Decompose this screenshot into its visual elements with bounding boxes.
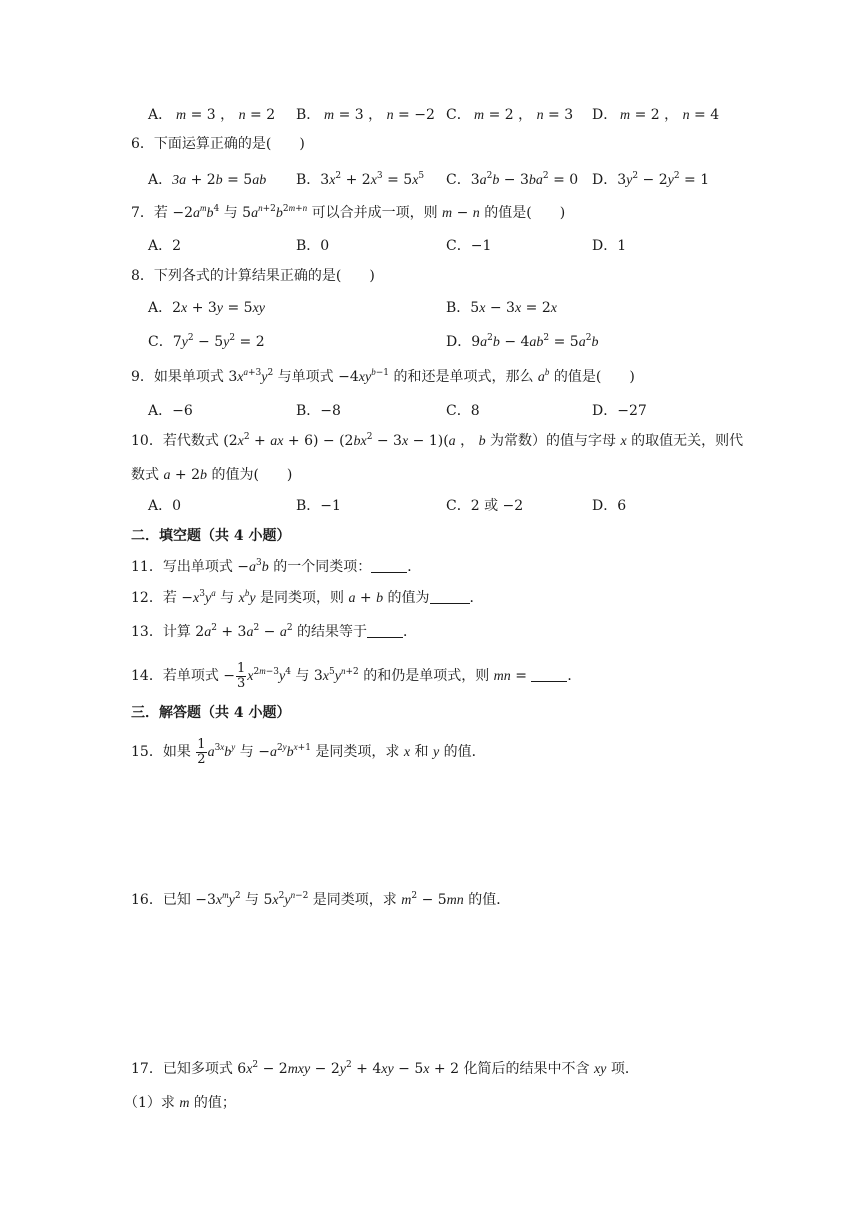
q10-stem-line1: 10．若代数式 ($2x^2$ + ax + $6) - (2bx^2 - 3x - 1)(a$ ， b 为常数）的值与字母 x 的取值无关，则代 [131, 432, 744, 449]
q14-fraction: $\frac{1}{3}$ [237, 660, 246, 691]
q5-option-a-text: m = 3 ， n = 2 [176, 107, 276, 123]
q9-option-c: C．8 [446, 403, 480, 419]
q15-stem: 15．如果 $\frac{1}{2}$ $a^{3x}b^y$ 与 $-a^{2y}b^{x+1}$ 是同类项，求 x 和 y 的值． [131, 736, 486, 767]
q12-stem: 12．若 $-x^3y^a$ 与 $x^by$ 是同类项，则 a + b 的值为 ． [131, 588, 484, 606]
q8-option-d: D．$9a^2b - 4ab^2 = 5a^2b$ [446, 333, 599, 350]
q6-option-b: B．$3x^2 + 2x^3 = 5x^5$ [296, 171, 425, 188]
q8-option-c: C．$7y^2 - 5y^2 = 2$ [148, 333, 265, 350]
q17-number: 17． [131, 1061, 163, 1077]
q6-option-d: D．$3y^2 - 2y^2 = 1$ [592, 171, 710, 188]
q6-option-a: A．3a + 2b = 5ab [148, 172, 267, 188]
q11-answer-blank[interactable] [371, 558, 407, 573]
q6-option-c: C．$3a^2b - 3ba^2 = 0$ [446, 171, 579, 188]
q8-stem: 8．下列各式的计算结果正确的是( ) [131, 268, 375, 284]
q5-option-d-text: m = 2 ， n = 4 [620, 107, 720, 123]
q14-number: 14． [131, 668, 163, 684]
q13-stem: 13．计算 $2a^2 + 3a^2 - a^2$ 的结果等于 ． [131, 623, 418, 640]
q16-number: 16． [131, 892, 163, 908]
q6-number: 6． [131, 136, 154, 152]
q5-option-b: B． [296, 107, 321, 123]
q10-number: 10． [131, 433, 163, 449]
q13-answer-blank[interactable] [367, 623, 403, 638]
q10-option-a: A．0 [148, 498, 182, 514]
q12-number: 12． [131, 590, 163, 606]
q9-number: 9． [131, 369, 154, 385]
q12-answer-blank[interactable] [430, 589, 470, 604]
q5-option-a: A． [148, 107, 173, 123]
q16-stem: 16．已知 $-3x^my^2$ 与 $5x^2y^{n-2}$ 是同类项，求 $m^2 - 5mn$ 的值． [131, 890, 511, 908]
q7-stem: 7．若 $-2a^mb^4$ 与 $5a^{n+2}b^{2m+n}$ 可以合并成一项，则 m − n 的值是( ) [131, 203, 566, 221]
q10-stem-line2: 数式 a + 2b 的值为( ) [131, 467, 293, 483]
q11-number: 11． [131, 559, 163, 575]
q10-option-d: D．6 [592, 498, 627, 514]
q9-stem: 9．如果单项式 $3x^{a+3}y^2$ 与单项式 $-4xy^{b-1}$ 的和还是单项式，那么 $a^b$ 的值是( ) [131, 367, 635, 385]
q7-option-b: B．0 [296, 238, 330, 254]
q7-number: 7． [131, 205, 154, 221]
q17-stem: 17．已知多项式 $6x^2 - 2mxy - 2y^2 + 4xy - 5x + 2$ 化简后的结果中不含 xy 项． [131, 1060, 639, 1077]
q7-option-a: A．2 [148, 238, 182, 254]
q8-number: 8． [131, 268, 154, 284]
q17-part1: （1）求 m 的值； [124, 1095, 236, 1111]
q8-option-b: B．5x − 3x = 2x [446, 300, 557, 316]
section3-title: 三．解答题（共 4 小题） [131, 705, 291, 721]
q5-option-d: D． [592, 107, 618, 123]
q8-option-a: A．2x + 3y = 5xy [148, 300, 265, 316]
q14-answer-blank[interactable] [531, 667, 567, 682]
q7-option-c: C．−1 [446, 238, 492, 254]
q10-option-c: C．2 或 −2 [446, 498, 524, 514]
q15-fraction: $\frac{1}{2}$ [197, 736, 206, 767]
q9-option-a: A．−6 [148, 403, 193, 419]
q6-stem: 6．下面运算正确的是( ) [131, 136, 305, 152]
q11-stem: 11．写出单项式 $-a^3b$ 的一个同类项： ． [131, 558, 422, 575]
q10-option-b: B．−1 [296, 498, 341, 514]
q13-number: 13． [131, 624, 163, 640]
q14-stem: 14．若单项式 − $\frac{1}{3}$ $x^{2m-3}y^4$ 与 $3x^5y^{n+2}$ 的和仍是单项式，则 mn = ． [131, 660, 582, 691]
q5-option-c: C． [446, 107, 471, 123]
section2-title: 二．填空题（共 4 小题） [131, 528, 291, 544]
q15-number: 15． [131, 744, 163, 760]
q7-option-d: D．1 [592, 238, 627, 254]
q5-option-b-text: m = 3 ， n = −2 [324, 107, 435, 123]
q9-option-b: B．−8 [296, 403, 341, 419]
q9-option-d: D．−27 [592, 403, 647, 419]
q5-option-c-text: m = 2 ， n = 3 [474, 107, 574, 123]
